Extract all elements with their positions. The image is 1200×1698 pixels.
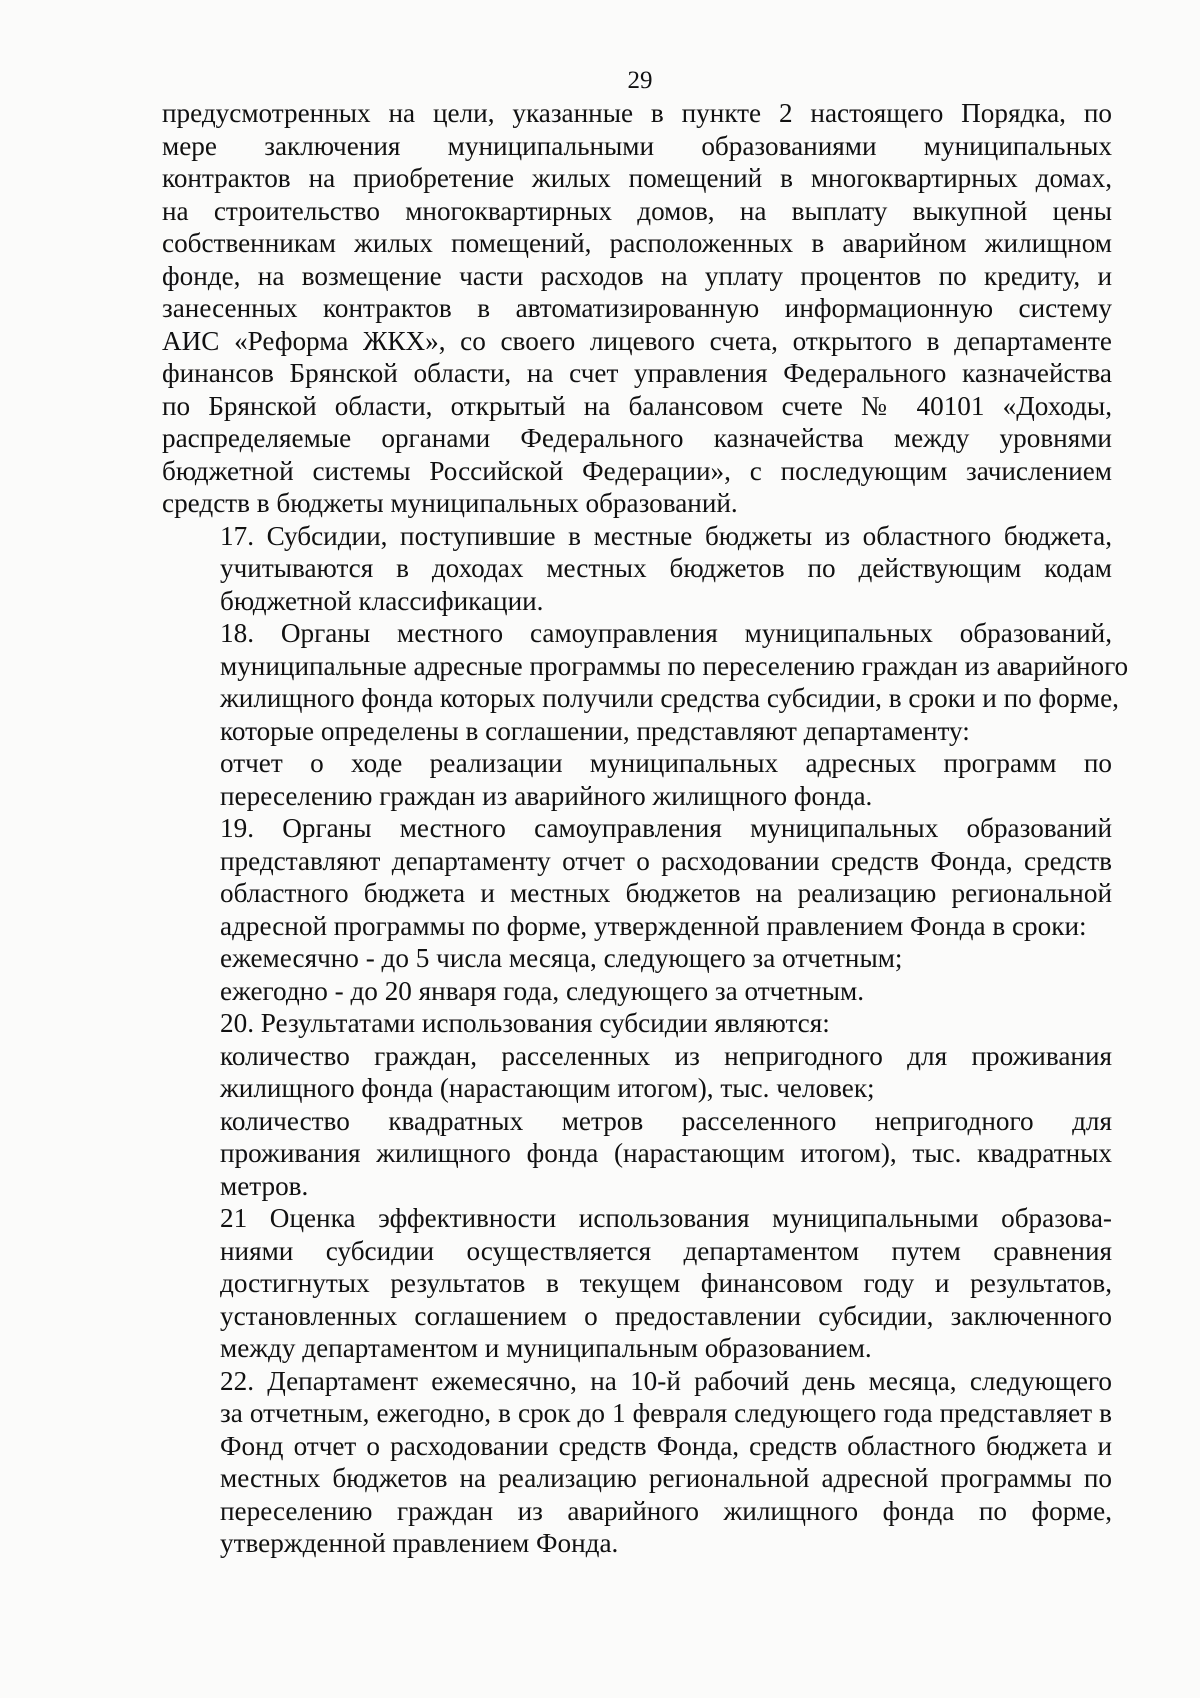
text-line: утвержденной правлением Фонда. xyxy=(220,1528,619,1558)
document-body xyxy=(162,97,1129,1560)
paragraph-p-20-citizens xyxy=(162,1040,1112,1105)
paragraph-p-20 xyxy=(162,1007,1112,1040)
text-line: метров. xyxy=(220,1170,309,1201)
paragraph-p-20-meters xyxy=(162,1105,1112,1203)
text-line: жилищного фонда которых получили средства субсидии, в сроки и по форме, xyxy=(220,683,1119,713)
text-line: собственникам жилых помещений, расположенных в аварийном жилищном xyxy=(162,228,1112,258)
paragraph-p-17 xyxy=(162,520,1112,618)
paragraph-p-19-monthly xyxy=(162,942,1112,975)
text-line: 18. Органы местного самоуправления муниципальных образований, xyxy=(220,618,1112,648)
text-line: областного бюджета и местных бюджетов на реализацию региональной xyxy=(220,878,1112,908)
paragraph-p-18 xyxy=(162,617,1129,747)
text-line: проживания жилищного фонда (нарастающим итогом), тыс. квадратных xyxy=(220,1138,1112,1168)
page-number: 29 xyxy=(627,67,653,94)
paragraph-p-19 xyxy=(162,812,1112,942)
text-line: на строительство многоквартирных домов, на выплату выкупной цены xyxy=(162,195,1112,226)
text-line: жилищного фонда (нарастающим итогом), тыс. человек; xyxy=(220,1073,875,1103)
text-line: учитываются в доходах местных бюджетов по действующим кодам xyxy=(220,553,1112,583)
text-line: отчет о ходе реализации муниципальных адресных программ по xyxy=(220,748,1112,778)
text-line: между департаментом и муниципальным образованием. xyxy=(220,1333,872,1363)
text-line: 17. Субсидии, поступившие в местные бюджеты из областного бюджета, xyxy=(220,520,1112,551)
text-line: мере заключения муниципальными образованиями муниципальных xyxy=(162,130,1112,161)
text-line: 19. Органы местного самоуправления муниципальных образований xyxy=(220,813,1112,843)
text-line: достигнутых результатов в текущем финансовом году и результатов, xyxy=(220,1268,1112,1298)
text-line: ежегодно - до 20 января года, следующего за отчетным. xyxy=(220,975,865,1006)
text-line: муниципальные адресные программы по переселению граждан из аварийного xyxy=(220,650,1129,681)
text-line: 20. Результатами использования субсидии являются: xyxy=(220,1008,830,1038)
text-line: представляют департаменту отчет о расходовании средств Фонда, средств xyxy=(220,845,1112,876)
paragraph-p-22 xyxy=(162,1365,1112,1560)
text-line: по Брянской области, открытый на балансовом счете № 40101 «Доходы, xyxy=(162,390,1112,421)
text-line: переселению граждан из аварийного жилищного фонда. xyxy=(220,780,873,811)
text-line: 21 Оценка эффективности использования муниципальными образова- xyxy=(220,1203,1112,1233)
text-line: контрактов на приобретение жилых помещений в многоквартирных домах, xyxy=(162,163,1112,193)
text-line: средств в бюджеты муниципальных образований. xyxy=(162,488,738,518)
text-line: Фонд отчет о расходовании средств Фонда, средств областного бюджета и xyxy=(220,1430,1112,1461)
text-line: АИС «Реформа ЖКХ», со своего лицевого счета, открытого в департаменте xyxy=(162,325,1112,356)
paragraph-p-18-report xyxy=(162,747,1112,812)
text-line: количество граждан, расселенных из непригодного для проживания xyxy=(220,1040,1112,1071)
text-line: фонде, на возмещение части расходов на уплату процентов по кредиту, и xyxy=(162,260,1112,291)
text-line: предусмотренных на цели, указанные в пункте 2 настоящего Порядка, по xyxy=(162,98,1112,128)
text-line: занесенных контрактов в автоматизированную информационную систему xyxy=(162,293,1112,323)
paragraph-p-21 xyxy=(162,1202,1112,1365)
text-line: количество квадратных метров расселенного непригодного для xyxy=(220,1105,1112,1136)
text-line: распределяемые органами Федерального казначейства между уровнями xyxy=(162,423,1112,453)
paragraph-p-19-yearly xyxy=(162,975,1112,1008)
text-line: финансов Брянской области, на счет управления Федерального казначейства xyxy=(162,358,1112,388)
text-line: переселению граждан из аварийного жилищного фонда по форме, xyxy=(220,1495,1112,1526)
text-line: адресной программы по форме, утвержденной правлением Фонда в сроки: xyxy=(220,910,1087,941)
text-line: 22. Департамент ежемесячно, на 10-й рабочий день месяца, следующего xyxy=(220,1365,1112,1396)
text-line: за отчетным, ежегодно, в срок до 1 февраля следующего года представляет в xyxy=(220,1398,1112,1428)
text-line: установленных соглашением о предоставлении субсидии, заключенного xyxy=(220,1300,1112,1331)
text-line: ниями субсидии осуществляется департаментом путем сравнения xyxy=(220,1235,1112,1266)
text-line: бюджетной системы Российской Федерации», с последующим зачислением xyxy=(162,455,1112,486)
text-line: местных бюджетов на реализацию региональной адресной программы по xyxy=(220,1463,1112,1493)
text-line: которые определены в соглашении, представляют департаменту: xyxy=(220,715,970,746)
text-line: ежемесячно - до 5 числа месяца, следующего за отчетным; xyxy=(220,943,903,973)
text-line: бюджетной классификации. xyxy=(220,585,544,616)
paragraph-p-16-cont xyxy=(162,97,1112,520)
